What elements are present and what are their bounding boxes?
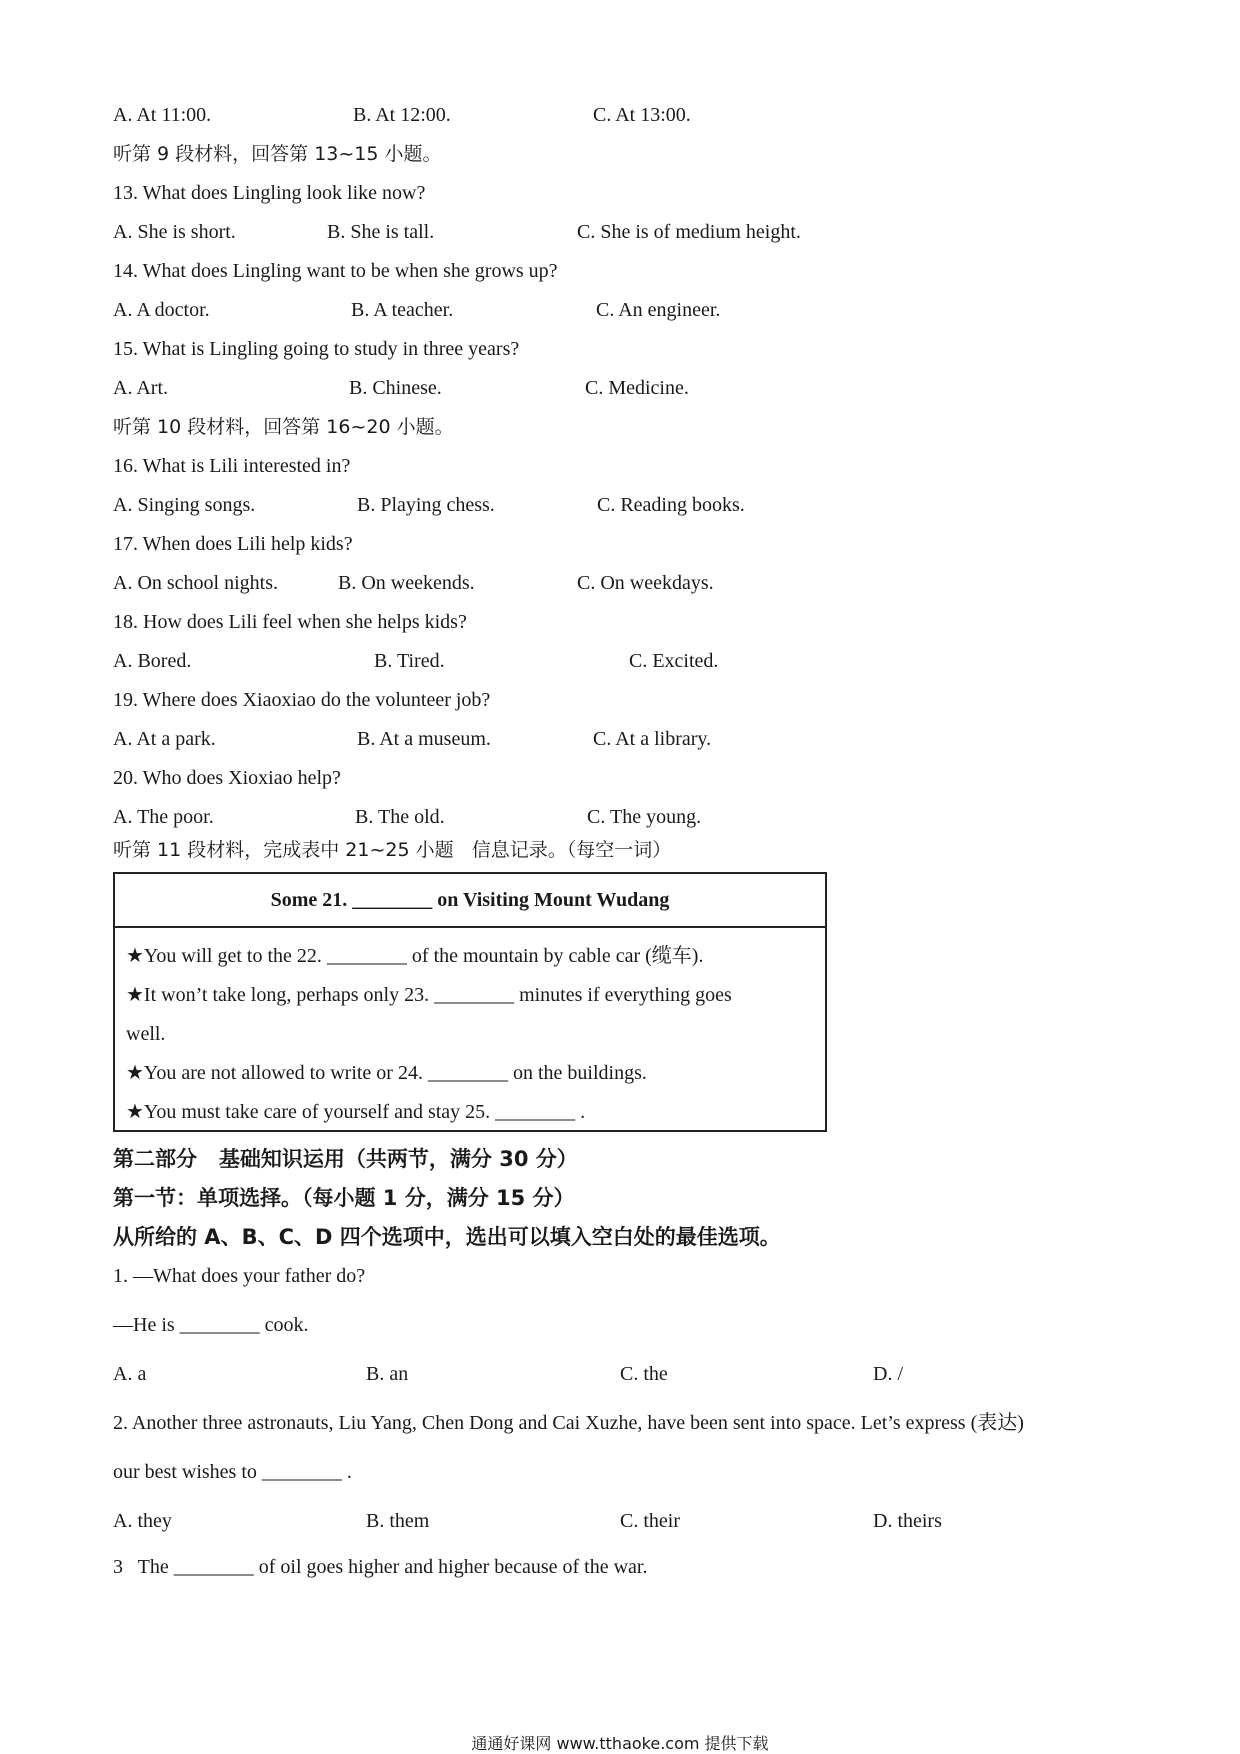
- mc-option-1a: A. a: [113, 1363, 147, 1385]
- option-12b: B. At 12:00.: [353, 104, 451, 126]
- mc-question-2: 2. Another three astronauts, Liu Yang, Chen Dong and Cai Xuzhe, have been sent into space. Let’s express (表达): [113, 1412, 1024, 1434]
- mc-option-1c: C. the: [620, 1363, 668, 1385]
- option-19c: C. At a library.: [593, 728, 712, 750]
- question-19: 19. Where does Xiaoxiao do the volunteer job?: [113, 689, 491, 711]
- option-14b: B. A teacher.: [351, 299, 454, 321]
- option-13c: C. She is of medium height.: [577, 221, 801, 243]
- option-15b: B. Chinese.: [349, 377, 442, 399]
- table-title: Some 21. ________ on Visiting Mount Wudang: [115, 874, 825, 928]
- mc-option-2a: A. they: [113, 1510, 172, 1532]
- part-two-heading: 第二部分 基础知识运用（共两节，满分 30 分）: [113, 1147, 578, 1171]
- option-17c: C. On weekdays.: [577, 572, 714, 594]
- option-18a: A. Bored.: [113, 650, 192, 672]
- mc-option-2b: B. them: [366, 1510, 430, 1532]
- table-line-23: ★It won’t take long, perhaps only 23. ________ minutes if everything goes: [126, 984, 732, 1006]
- section-heading-11: 听第 11 段材料，完成表中 21~25 小题 信息记录。（每空一词）: [113, 839, 672, 861]
- table-line-24: ★You are not allowed to write or 24. ________ on the buildings.: [126, 1062, 647, 1084]
- instruction-text: 从所给的 A、B、C、D 四个选项中，选出可以填入空白处的最佳选项。: [113, 1225, 781, 1249]
- mc-question-3: 3 The ________ of oil goes higher and higher because of the war.: [113, 1556, 648, 1578]
- mc-option-2c: C. their: [620, 1510, 680, 1532]
- option-15c: C. Medicine.: [585, 377, 689, 399]
- section-heading-9: 听第 9 段材料，回答第 13~15 小题。: [113, 143, 442, 165]
- question-16: 16. What is Lili interested in?: [113, 455, 351, 477]
- info-table: [113, 872, 827, 1132]
- question-15: 15. What is Lingling going to study in three years?: [113, 338, 520, 360]
- mc-option-1d: D. /: [873, 1363, 903, 1385]
- option-20a: A. The poor.: [113, 806, 214, 828]
- question-20: 20. Who does Xioxiao help?: [113, 767, 341, 789]
- option-16b: B. Playing chess.: [357, 494, 495, 516]
- option-18c: C. Excited.: [629, 650, 719, 672]
- mc-option-1b: B. an: [366, 1363, 409, 1385]
- option-16c: C. Reading books.: [597, 494, 745, 516]
- option-19a: A. At a park.: [113, 728, 216, 750]
- option-20b: B. The old.: [355, 806, 445, 828]
- question-17: 17. When does Lili help kids?: [113, 533, 353, 555]
- page-footer: 通通好课网 www.tthaoke.com 提供下载: [471, 1734, 769, 1753]
- option-12a: A. At 11:00.: [113, 104, 212, 126]
- option-19b: B. At a museum.: [357, 728, 491, 750]
- option-13b: B. She is tall.: [327, 221, 435, 243]
- table-line-23-cont: well.: [126, 1023, 166, 1045]
- question-13: 13. What does Lingling look like now?: [113, 182, 426, 204]
- table-line-22: ★You will get to the 22. ________ of the mountain by cable car (缆车).: [126, 945, 704, 967]
- option-14c: C. An engineer.: [596, 299, 721, 321]
- option-15a: A. Art.: [113, 377, 168, 399]
- option-16a: A. Singing songs.: [113, 494, 256, 516]
- mc-question-2-cont: our best wishes to ________ .: [113, 1461, 352, 1483]
- table-line-25: ★You must take care of yourself and stay 25. ________ .: [126, 1101, 586, 1123]
- mc-option-2d: D. theirs: [873, 1510, 942, 1532]
- question-14: 14. What does Lingling want to be when she grows up?: [113, 260, 558, 282]
- option-17a: A. On school nights.: [113, 572, 278, 594]
- option-17b: B. On weekends.: [338, 572, 475, 594]
- option-14a: A. A doctor.: [113, 299, 210, 321]
- option-12c: C. At 13:00.: [593, 104, 691, 126]
- option-18b: B. Tired.: [374, 650, 445, 672]
- option-13a: A. She is short.: [113, 221, 236, 243]
- mc-question-1: 1. —What does your father do?: [113, 1265, 366, 1287]
- section-one-heading: 第一节：单项选择。（每小题 1 分，满分 15 分）: [113, 1186, 575, 1210]
- option-20c: C. The young.: [587, 806, 702, 828]
- question-18: 18. How does Lili feel when she helps kids?: [113, 611, 467, 633]
- mc-answer-1: —He is ________ cook.: [113, 1314, 309, 1336]
- section-heading-10: 听第 10 段材料，回答第 16~20 小题。: [113, 416, 454, 438]
